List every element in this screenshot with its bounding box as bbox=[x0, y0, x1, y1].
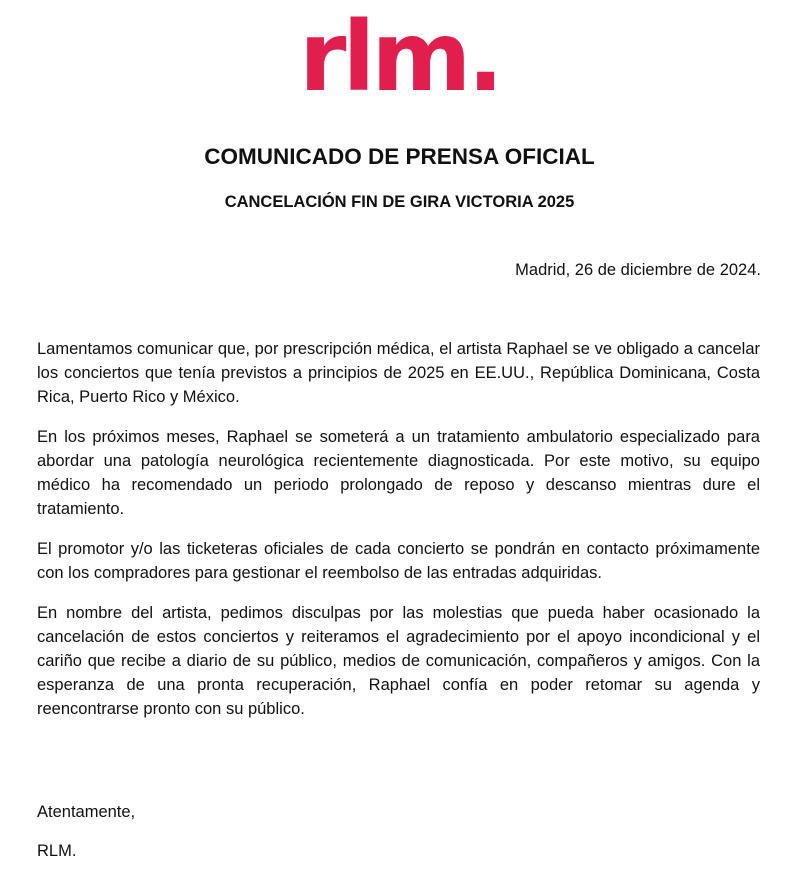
paragraph-1: Lamentamos comunicar que, por prescripción médica, el artista Raphael se ve obligado a cancelar los conciertos que tenía previstos a principios de 2025 en EE.UU., República Dominicana, Costa Rica, Puerto Rico y México. bbox=[37, 340, 760, 406]
rlm-logo: rlm. bbox=[299, 1, 500, 113]
paragraph-4: En nombre del artista, pedimos disculpas por las molestias que pueda haber ocasionado la cancelación de estos conciertos y reiteramos el agradecimiento por el apoyo incondicional y el cariño que recibe a diario de su público, medios de comunicación, compañeros y amigos. Con la esperanza de una pronta recuperación, Raphael confía en poder retomar su agenda y reencontrarse pronto con su público. bbox=[37, 604, 760, 718]
letter-body bbox=[37, 337, 760, 737]
document-subtitle: CANCELACIÓN FIN DE GIRA VICTORIA 2025 bbox=[224, 193, 575, 211]
signature: RLM. bbox=[37, 842, 77, 860]
date-line: Madrid, 26 de diciembre de 2024. bbox=[515, 261, 761, 279]
closing-line: Atentamente, bbox=[37, 803, 136, 821]
paragraph-2: En los próximos meses, Raphael se someterá a un tratamiento ambulatorio especializado para abordar una patología neurológica recientemente diagnosticada. Por este motivo, su equipo médico ha recomendado un periodo prolongado de reposo y descanso mientras dure el tratamiento. bbox=[37, 428, 760, 518]
paragraph-3: El promotor y/o las ticketeras oficiales de cada concierto se pondrán en contacto próximamente con los compradores para gestionar el reembolso de las entradas adquiridas. bbox=[37, 540, 760, 582]
document-title: COMUNICADO DE PRENSA OFICIAL bbox=[204, 144, 595, 169]
